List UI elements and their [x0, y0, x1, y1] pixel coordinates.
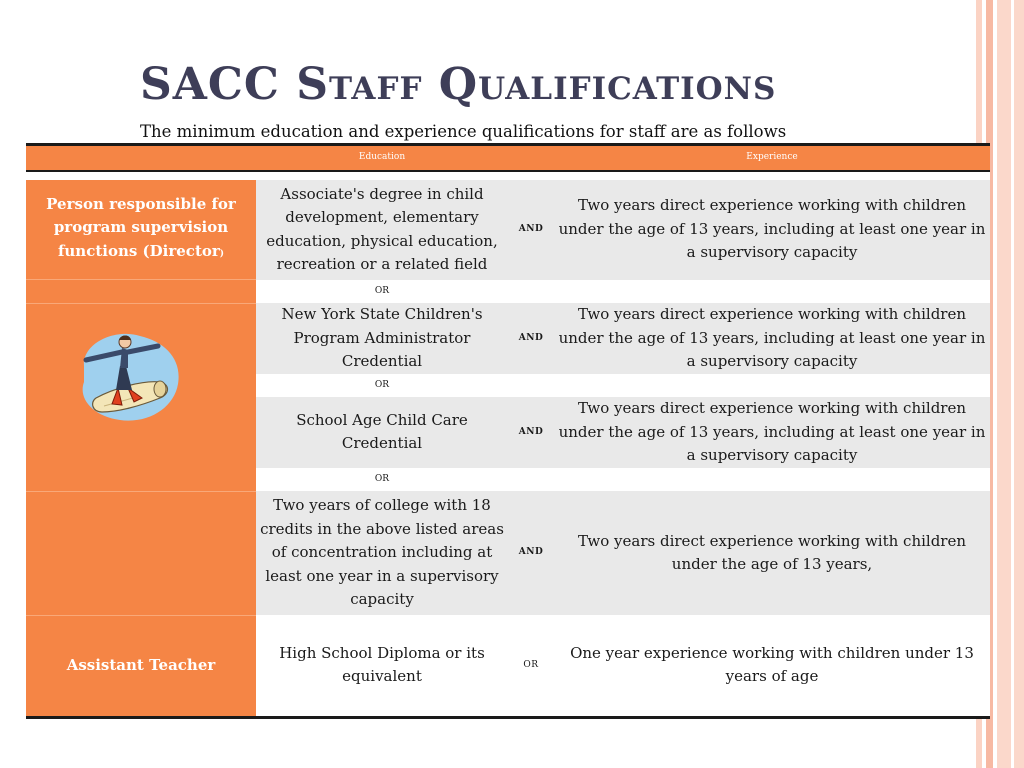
education-cell: School Age Child Care Credential	[256, 397, 508, 468]
connector-cell: AND	[508, 491, 554, 615]
experience-cell: Two years direct experience working with children under the age of 13 years, including at least one year in a supervisory capacity	[554, 180, 990, 280]
role-blank-cell	[26, 280, 256, 304]
header-blank-cell	[26, 145, 256, 171]
experience-cell: Two years direct experience working with children under the age of 13 years,	[554, 491, 990, 615]
role-blank-cell	[26, 491, 256, 615]
director-role-cell	[26, 180, 256, 280]
or-separator: OR	[256, 280, 508, 304]
page-subtitle: The minimum education and experience qualifications for staff are as follows	[140, 122, 787, 141]
education-cell: High School Diploma or its equivalent	[256, 615, 508, 717]
header-blank-cell	[508, 145, 554, 171]
connector-cell: AND	[508, 180, 554, 280]
connector-cell: OR	[508, 615, 554, 717]
or-separator-row	[26, 468, 990, 492]
page-title: SACC Staff Qualifications	[140, 59, 777, 110]
director-label-suffix: )	[219, 248, 225, 259]
qualifications-table	[26, 143, 990, 719]
experience-cell: Two years direct experience working with children under the age of 13 years, including at least one year in a supervisory capacity	[554, 397, 990, 468]
director-label: Person responsible for program supervision functions (Director	[46, 194, 236, 260]
education-cell: Associate's degree in child development, elementary education, physical education, recreation or a related field	[256, 180, 508, 280]
education-cell: Two years of college with 18 credits in the above listed areas of concentration including at least one year in a supervisory capacity	[256, 491, 508, 615]
connector-cell: AND	[508, 303, 554, 374]
decor-stripe	[1011, 0, 1014, 768]
table-row	[26, 180, 990, 280]
experience-cell: Two years direct experience working with children under the age of 13 years, including at least one year in a supervisory capacity	[554, 303, 990, 374]
or-separator: OR	[256, 468, 508, 492]
surfer-on-scroll-icon	[74, 326, 184, 424]
header-education: Education	[256, 145, 508, 171]
assistant-teacher-role: Assistant Teacher	[26, 615, 256, 717]
connector-cell: AND	[508, 397, 554, 468]
experience-cell: One year experience working with children under 13 years of age	[554, 615, 990, 717]
header-experience: Experience	[554, 145, 990, 171]
table-row	[26, 615, 990, 717]
role-blank-cell	[26, 468, 256, 492]
table-header-row	[26, 145, 990, 171]
table-row	[26, 491, 990, 615]
or-separator: OR	[256, 374, 508, 398]
education-cell: New York State Children's Program Administrator Credential	[256, 303, 508, 374]
or-separator-row	[26, 280, 990, 304]
